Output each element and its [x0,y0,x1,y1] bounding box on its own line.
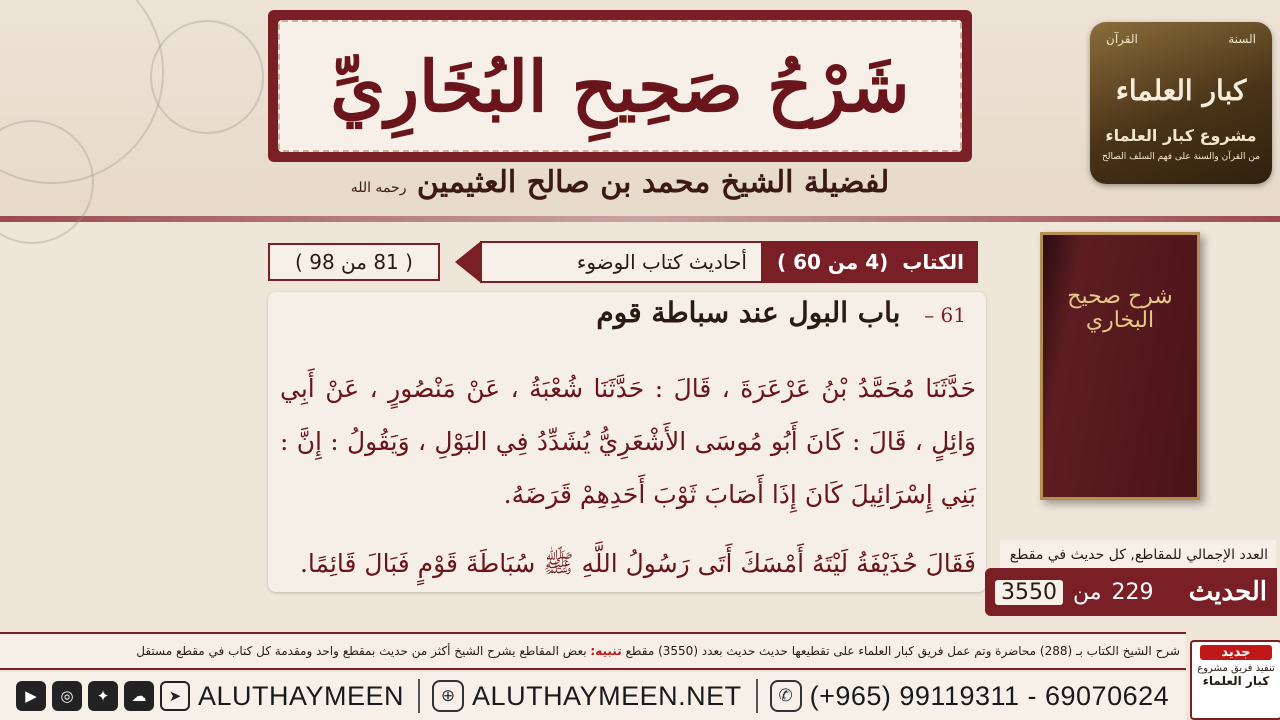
soundcloud-icon[interactable]: ☁ [124,681,154,711]
bab-range: ( 81 ﻣﻦ 98 ) [268,243,440,281]
page-subtitle [300,165,940,200]
logo-label-sunnah: السنة [1228,32,1256,46]
footer-bar [0,672,1186,720]
instagram-icon[interactable]: ◎ [52,681,82,711]
arrow-left-icon [455,241,481,283]
scholar-name: لفضيلة الشيخ محمد بن صالح العثيمين [416,165,890,200]
book-cover-title: شرح صحيح البخاري [1067,284,1173,334]
youtube-icon[interactable]: ▶ [16,681,46,711]
bab-heading [500,296,966,329]
new-badge-line1: تنفيذ فريق مشروع [1197,663,1275,674]
counter-total: 3550 [995,580,1063,605]
new-badge-line2: كبار العلماء [1202,674,1270,688]
kibar-ulama-logo [1090,22,1272,184]
phone-numbers[interactable]: (+965) 99119311 - 69070624 [809,680,1170,711]
kitab-bar [480,241,978,283]
divider [756,679,758,713]
ticker-text: شرح الشيخ الكتاب بـ (288) محاضرة وتم عمل فريق كبار العلماء على تقطيعها حديث حديث بعدد (3550) مقطع [625,644,1180,658]
counter-of: ﻣﻦ [1073,579,1102,605]
book-cover-image [1040,232,1200,500]
website-link[interactable]: ALUTHAYMEEN.NET [472,680,742,711]
kitab-name: أحاديث كتاب الوضوء [480,241,763,283]
divider [418,679,420,713]
twitter-icon[interactable]: ✦ [88,681,118,711]
honorific: رحمه الله [350,180,407,196]
hadith-counter [985,568,1277,616]
counter-note: العدد الإجمالي للمقاطع, كل حديث في مقطع [1000,540,1276,570]
new-badge [1190,640,1280,720]
title-panel [278,20,962,152]
new-label: جديد [1200,645,1272,660]
social-handle[interactable]: ALUTHAYMEEN [198,680,405,711]
globe-icon: ⊕ [432,680,464,712]
page-title: شَرْحُ صَحِيحِ البُخَارِيِّ [330,44,910,128]
hadith-text-continuation: فَقَالَ حُذَيْفَةُ لَيْتَهُ أَمْسَكَ أَتَى رَسُولُ اللَّهِ ﷺ سُبَاطَةَ قَوْمٍ فَبَالَ قَائِمًا. [299,549,976,578]
ticker-text-note: بعض المقاطع يشرح الشيخ أكثر من حديث بمقطع واحد ومقدمة كل كتاب في مقطع مستقل [136,644,587,658]
kitab-range: (4 ﻣﻦ 60 ) [776,250,889,274]
bab-number: 61 – [924,303,966,327]
ornament-decoration [150,20,264,134]
logo-label-quran: القرآن [1106,32,1138,46]
hadith-text: حَدَّثَنَا مُحَمَّدُ بْنُ عَرْعَرَةَ ، قَالَ : حَدَّثَنَا شُعْبَةُ ، عَنْ مَنْصُورٍ ، عَنْ أَبِي وَائِلٍ ، قَالَ : كَانَ أَبُو مُوسَى الأَشْعَرِيُّ يُشَدِّدُ فِي البَوْلِ ، وَيَقُولُ : إِنَّ : بَنِي إِسْرَائِيلَ كَانَ إِذَا أَصَابَ ثَوْبَ أَحَدِهِمْ قَرَضَهُ. [280,374,976,509]
bab-title: باب البول عند سباطة قوم [596,296,901,329]
phone-icon: ✆ [770,680,802,712]
counter-current: 229 [1111,579,1154,605]
logo-tagline: من القرآن والسنة على فهم السلف الصالح [1101,152,1261,162]
kitab-label-text: الكتاب [902,250,964,274]
ticker-warning: تنبيه: [590,644,622,658]
news-ticker [0,632,1186,670]
counter-label: الحديث [1188,577,1267,607]
telegram-icon[interactable]: ➤ [160,681,190,711]
kitab-label [763,241,978,283]
logo-subname: مشروع كبار العلماء [1105,126,1257,145]
logo-name: كبار العلماء [1115,74,1247,107]
